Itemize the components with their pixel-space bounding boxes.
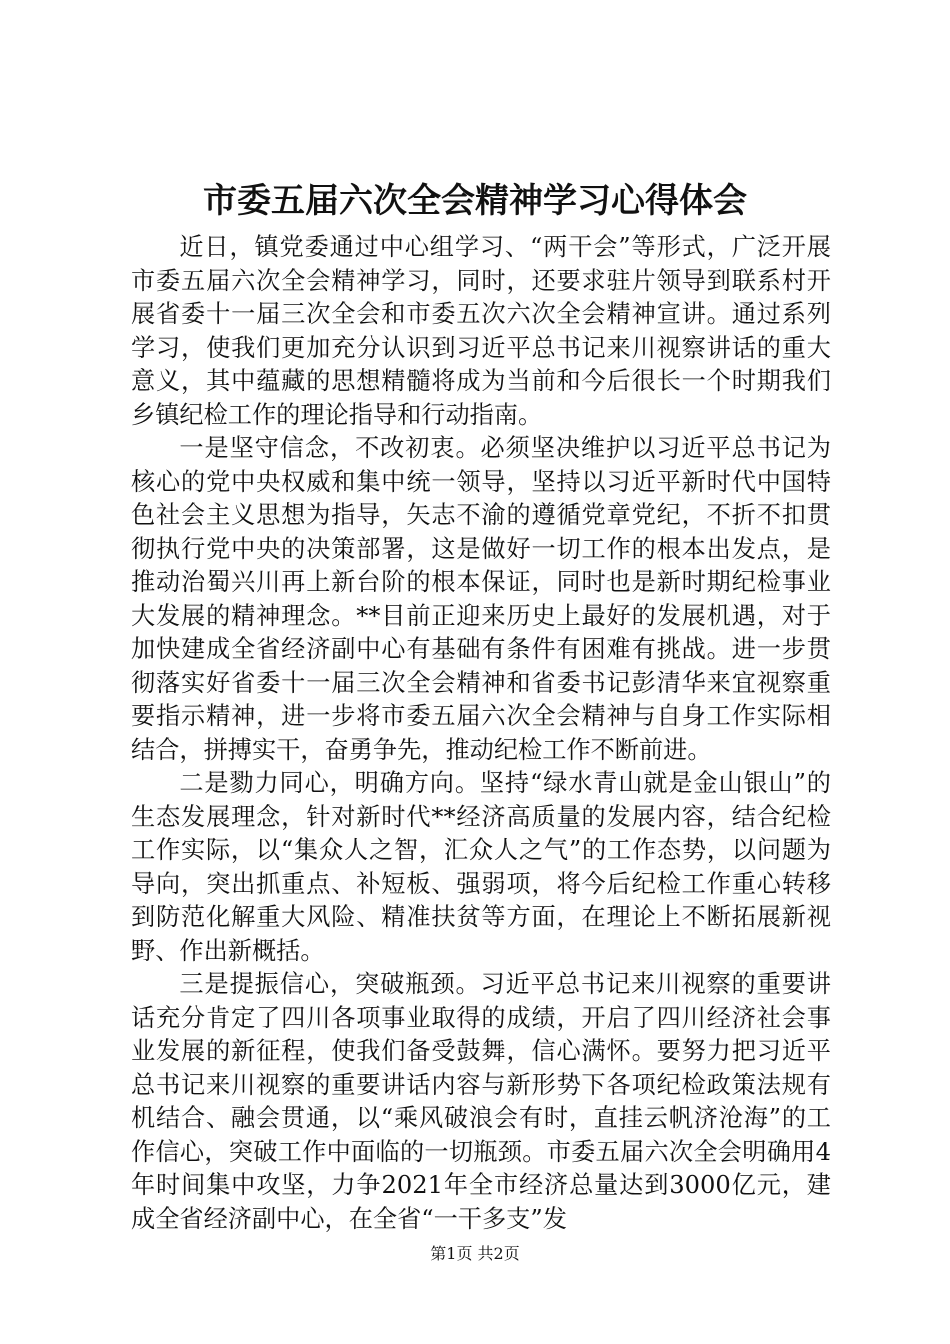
page-number: 第1页 共2页 — [430, 1244, 520, 1263]
page-title: 市委五届六次全会精神学习心得体会 — [203, 181, 747, 221]
paragraph-point-two: 二是勠力同心，明确方向。坚持“绿水青山就是金山银山”的生态发展理念，针对新时代**经济高质量的发展内容，结合纪检工作实际，以“集众人之智，汇众人之气”的工作态势，以问题为导向，突出抓重点、补短板、强弱项，将今后纪检工作重心转移到防范化解重大风险、精准扶贫等方面，在理论上不断拓展新视野、作出新概括。 — [131, 769, 831, 965]
paragraph-point-three: 三是提振信心，突破瓶颈。习近平总书记来川视察的重要讲话充分肯定了四川各项事业取得的成绩，开启了四川经济社会事业发展的新征程，使我们备受鼓舞，信心满怀。要努力把习近平总书记来川视察的重要讲话内容与新形势下各项纪检政策法规有机结合、融会贯通，以“乘风破浪会有时，直挂云帆济沧海”的工作信心，突破工作中面临的一切瓶颈。市委五届六次全会明确用4年时间集中攻坚，力争2021年全市经济总量达到3000亿元，建成全省经济副中心，在全省“一干多支”发 — [131, 970, 831, 1233]
paragraph-point-one: 一是坚守信念，不改初衷。必须坚决维护以习近平总书记为核心的党中央权威和集中统一领导，坚持以习近平新时代中国特色社会主义思想为指导，矢志不渝的遵循党章党纪，不折不扣贯彻执行党中央的决策部署，这是做好一切工作的根本出发点，是推动治蜀兴川再上新台阶的根本保证，同时也是新时期纪检事业大发展的精神理念。**目前正迎来历史上最好的发展机遇，对于加快建成全省经济副中心有基础有条件有困难有挑战。进一步贯彻落实好省委十一届三次全会精神和省委书记彭清华来宜视察重要指示精神，进一步将市委五届六次全会精神与自身工作实际相结合，拼搏实干，奋勇争先，推动纪检工作不断前进。 — [131, 434, 831, 764]
document-body — [131, 231, 831, 1236]
paragraph-intro: 近日，镇党委通过中心组学习、“两干会”等形式，广泛开展市委五届六次全会精神学习，同时，还要求驻片领导到联系村开展省委十一届三次全会和市委五次六次全会精神宣讲。通过系列学习，使我们更加充分认识到习近平总书记来川视察讲话的重大意义，其中蕴藏的思想精髓将成为当前和今后很长一个时期我们乡镇纪检工作的理论指导和行动指南。 — [131, 233, 831, 429]
